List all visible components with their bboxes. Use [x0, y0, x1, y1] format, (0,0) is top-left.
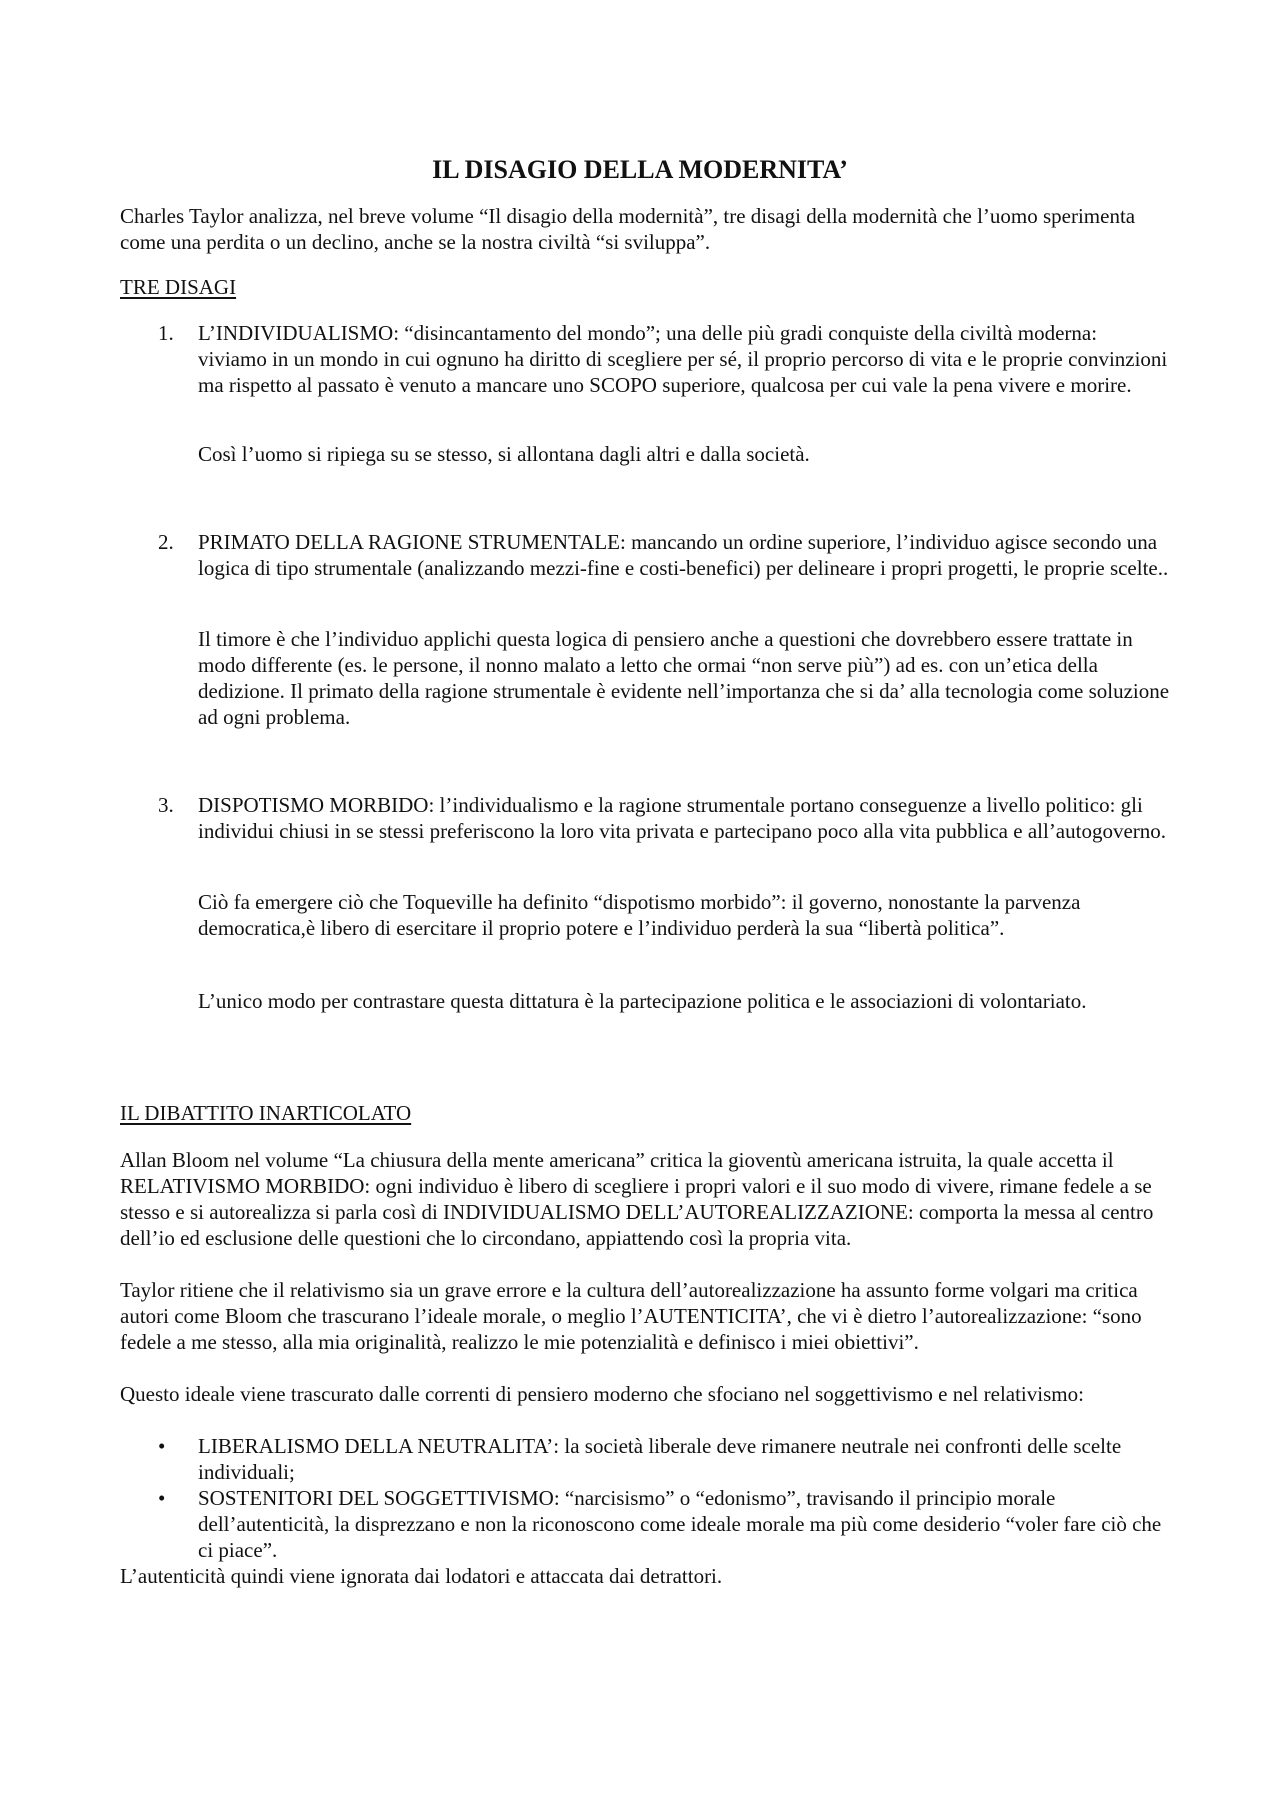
section-heading-dibattito: IL DIBATTITO INARTICOLATO — [120, 1101, 412, 1125]
item-paragraph: Il timore è che l’individuo applichi questa logica di pensiero anche a questioni che dovrebbero essere trattate in modo differente (es. le persone, il nonno malato a letto che ormai “non serve più”) ad es. con un’etica della dedizione. Il primato della ragione strumentale è evidente nell’importanza che si da’ alla tecnologia come soluzione ad ogni problema. — [198, 627, 1170, 729]
section-heading-tre-disagi: TRE DISAGI — [120, 275, 237, 299]
list-item-text: DISPOTISMO MORBIDO: l’individualismo e la ragione strumentale portano conseguenze a livello politico: gli individui chiusi in se stessi preferiscono la loro vita privata e partecipano poco alla vita pubblica e all’autogoverno. — [198, 793, 1167, 843]
body-paragraph: Allan Bloom nel volume “La chiusura della mente americana” critica la gioventù americana istruita, la quale accetta il RELATIVISMO MORBIDO: ogni individuo è libero di scegliere i propri valori e il suo modo di vivere, rimane fedele a se stesso e si autorealizza si parla così di INDIVIDUALISMO DELL’AUTOREALIZZAZIONE: comporta la messa al centro dell’io ed esclusione delle questioni che lo circondano, appiattendo così la propria vita. — [120, 1148, 1154, 1250]
item-paragraph: Ciò fa emergere ciò che Toqueville ha definito “dispotismo morbido”: il governo, nonostante la parvenza democratica,è libero di esercitare il proprio potere e l’individuo perderà la sua “libertà politica”. — [198, 890, 1081, 940]
list-number: 3. — [158, 793, 174, 817]
page-title: IL DISAGIO DELLA MODERNITA’ — [432, 155, 848, 184]
bullet-marker: • — [158, 1486, 166, 1510]
list-number: 1. — [158, 321, 174, 345]
bullet-text: LIBERALISMO DELLA NEUTRALITA’: la società liberale deve rimanere neutrale nei confronti delle scelte individuali; — [198, 1434, 1122, 1484]
list-item-text: L’INDIVIDUALISMO: “disincantamento del mondo”; una delle più gradi conquiste della civiltà moderna: viviamo in un mondo in cui ognuno ha diritto di scegliere per sé, il proprio percorso di vita e le proprie convinzioni ma rispetto al passato è venuto a mancare uno SCOPO superiore, qualcosa per cui vale la pena vivere e morire. — [198, 321, 1168, 397]
body-paragraph: Taylor ritiene che il relativismo sia un grave errore e la cultura dell’autorealizzazione ha assunto forme volgari ma critica autori come Bloom che trascurano l’ideale morale, o meglio l’AUTENTICITA’, che vi è dietro l’autorealizzazione: “sono fedele a me stesso, alla mia originalità, realizzo le mie potenzialità e definisco i miei obiettivi”. — [120, 1278, 1142, 1354]
bullet-marker: • — [158, 1434, 166, 1458]
item-paragraph: L’unico modo per contrastare questa dittatura è la partecipazione politica e le associazioni di volontariato. — [198, 989, 1087, 1013]
list-number: 2. — [158, 530, 174, 554]
body-paragraph: Questo ideale viene trascurato dalle correnti di pensiero moderno che sfociano nel soggettivismo e nel relativismo: — [120, 1382, 1084, 1406]
item-paragraph: Così l’uomo si ripiega su se stesso, si allontana dagli altri e dalla società. — [198, 442, 810, 466]
bullet-text: SOSTENITORI DEL SOGGETTIVISMO: “narcisismo” o “edonismo”, travisando il principio morale dell’autenticità, la disprezzano e non la riconoscono come ideale morale ma più come desiderio “voler fare ciò che ci piace”. — [198, 1486, 1162, 1562]
list-item-text: PRIMATO DELLA RAGIONE STRUMENTALE: mancando un ordine superiore, l’individuo agisce secondo una logica di tipo strumentale (analizzando mezzi-fine e costi-benefici) per delineare i propri progetti, le proprie scelte.. — [198, 530, 1169, 580]
intro-paragraph: Charles Taylor analizza, nel breve volume “Il disagio della modernità”, tre disagi della modernità che l’uomo sperimenta come una perdita o un declino, anche se la nostra civiltà “si sviluppa”. — [120, 204, 1136, 254]
conclusion-paragraph: L’autenticità quindi viene ignorata dai lodatori e attaccata dai detrattori. — [120, 1564, 723, 1588]
